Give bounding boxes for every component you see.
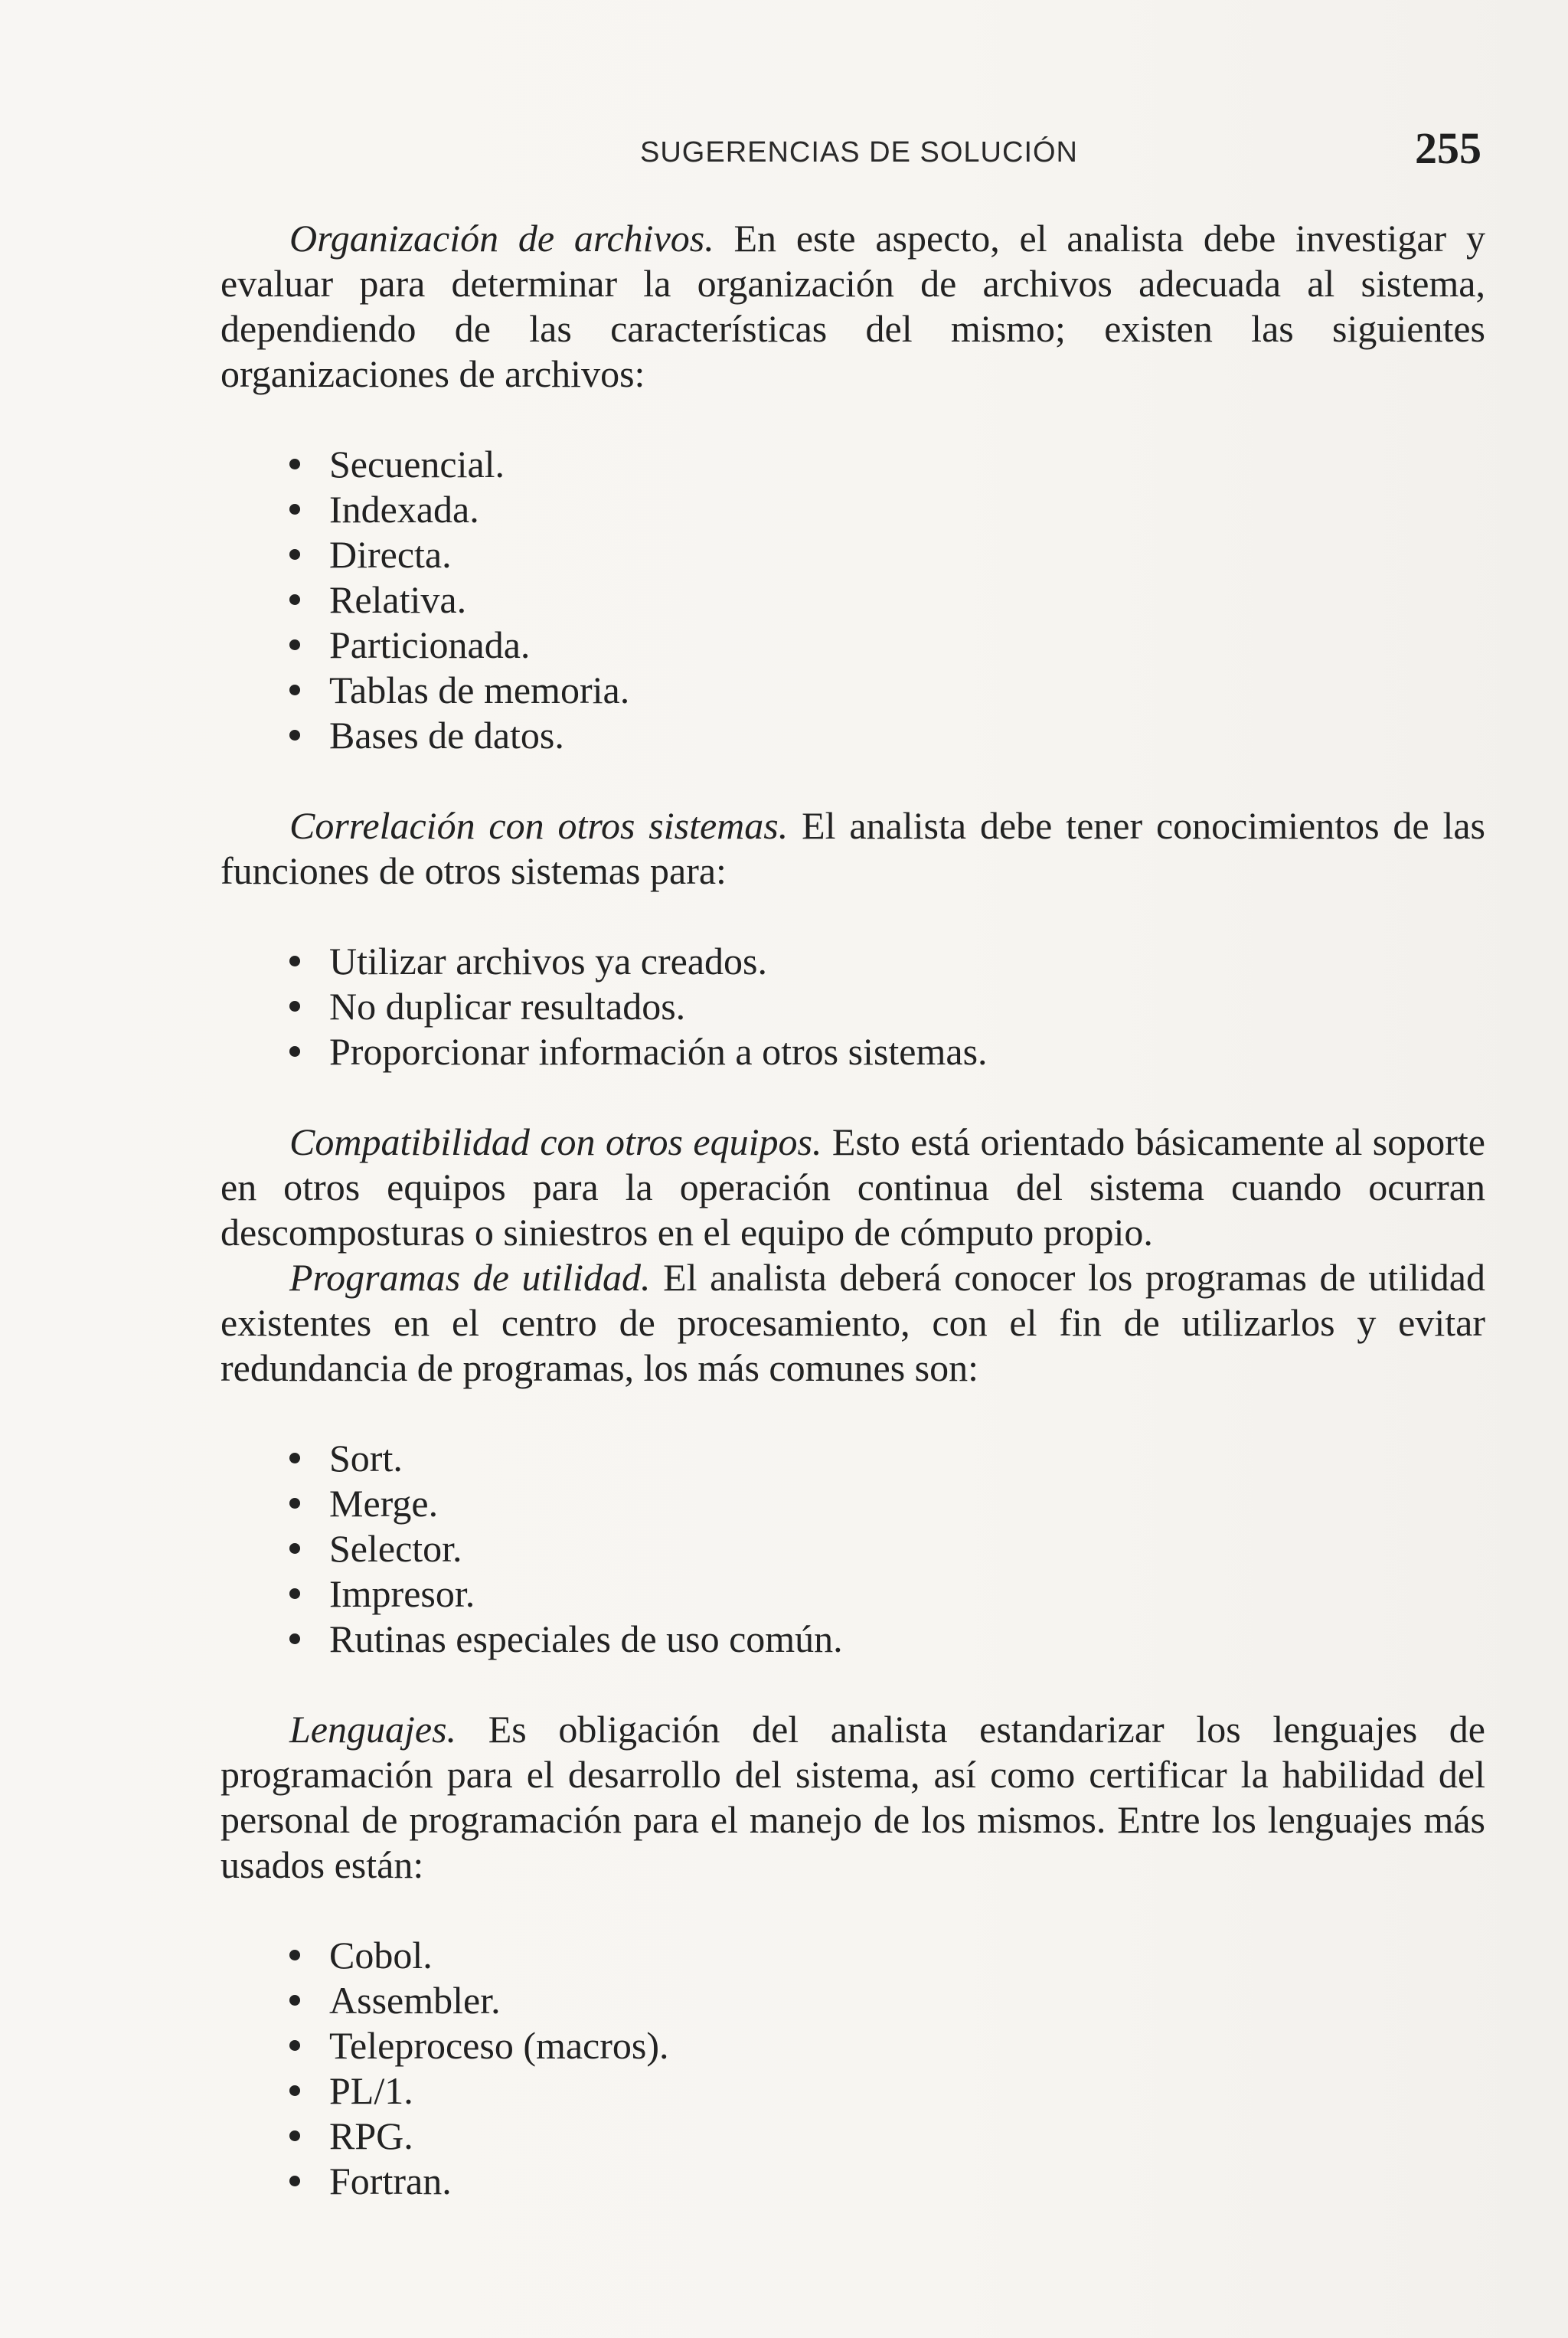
list-correlacion [220,939,1485,1074]
list-item: Impresor. [289,1571,1485,1617]
section-title: Programas de utilidad. [289,1256,651,1299]
section-title: Organización de archivos. [289,217,714,260]
list-item: Particionada. [289,623,1485,668]
list-item: Assembler. [289,1978,1485,2023]
paragraph-text: El analista debe tener conocimientos de las funciones de otros sistemas para: [220,804,1486,892]
section-title: Compatibilidad con otros equipos. [289,1120,822,1163]
list-item: Secuencial. [289,442,1485,487]
list-item: Merge. [289,1481,1485,1526]
paragraph-organizacion-archivos [220,216,1485,397]
list-item: Sort. [289,1436,1485,1481]
list-item: Relativa. [289,577,1485,623]
paragraph-compatibilidad [220,1120,1485,1255]
list-item: Tablas de memoria. [289,668,1485,713]
list-item: Directa. [289,532,1485,577]
list-lenguajes [220,1933,1485,2204]
paragraph-programas-utilidad [220,1255,1485,1391]
paragraph-text: Esto está orientado básicamente al soporte en otros equipos para la operación continua del sistema cuando ocurran descomposturas o siniestros en el equipo de cómputo propio. [220,1120,1485,1254]
section-title: Correlación con otros sistemas. [289,804,789,847]
page-body [220,216,1485,2204]
list-item: PL/1. [289,2068,1485,2114]
list-item: Rutinas especiales de uso común. [289,1617,1485,1662]
list-item: Bases de datos. [289,713,1485,758]
paragraph-text: En este aspecto, el analista debe investigar y evaluar para determinar la organización de archivos adecuada al sistema, dependiendo de las características del mismo; existen las siguientes organizaciones de archivos: [220,217,1485,395]
running-head: SUGERENCIAS DE SOLUCIÓN [640,136,1078,168]
list-item: No duplicar resultados. [289,984,1485,1029]
list-organizaciones [220,442,1485,758]
paragraph-lenguajes [220,1707,1485,1888]
list-item: Proporcionar información a otros sistemas. [289,1029,1485,1074]
section-title: Lenguajes. [289,1708,457,1751]
list-item: Selector. [289,1526,1485,1571]
paragraph-text: El analista deberá conocer los programas de utilidad existentes en el centro de procesamiento, con el fin de utilizarlos y evitar redundancia de programas, los más comunes son: [220,1256,1485,1389]
list-item: RPG. [289,2114,1485,2159]
paragraph-correlacion [220,803,1485,894]
list-item: Indexada. [289,487,1485,532]
list-item: Fortran. [289,2159,1485,2204]
paragraph-text: Es obligación del analista estandarizar los lenguajes de programación para el desarrollo del sistema, así como certificar la habilidad del personal de programación para el manejo de los mismos. Entre los lenguajes más usados están: [220,1708,1485,1886]
list-item: Utilizar archivos ya creados. [289,939,1485,984]
list-programas-utilidad [220,1436,1485,1662]
list-item: Cobol. [289,1933,1485,1978]
page-header [0,123,1568,184]
list-item: Teleproceso (macros). [289,2023,1485,2068]
page-number: 255 [1415,123,1481,173]
